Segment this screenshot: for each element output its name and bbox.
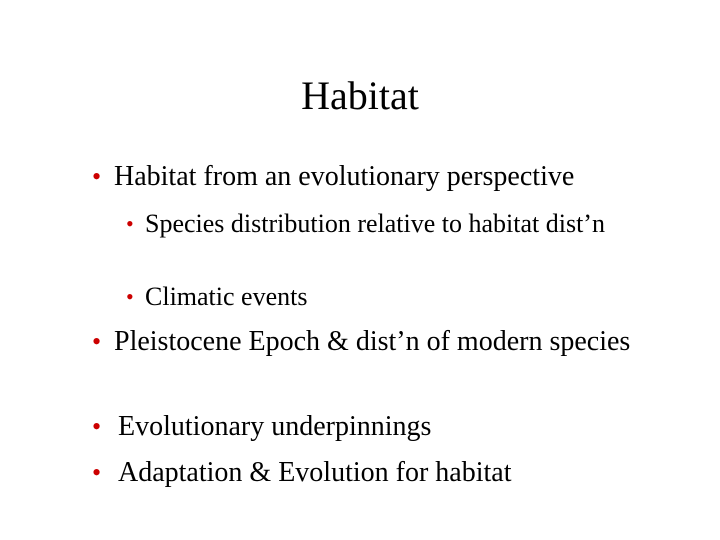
bullet-text: Species distribution relative to habitat dist’n xyxy=(145,209,605,238)
bullet-text: Adaptation & Evolution for habitat xyxy=(118,457,512,488)
bullet-level2 xyxy=(126,206,665,242)
bullet-marker: • xyxy=(92,458,102,487)
bullet-level2 xyxy=(126,282,665,312)
bullet-text: Pleistocene Epoch & dist’n of modern species xyxy=(114,326,631,357)
bullet-level1 xyxy=(92,324,674,360)
bullet-marker: • xyxy=(92,162,102,191)
bullet-level1 xyxy=(92,161,674,192)
bullet-text: Climatic events xyxy=(145,282,308,311)
bullet-marker: • xyxy=(92,327,102,356)
slide-title: Habitat xyxy=(301,73,419,118)
bullet-marker: • xyxy=(126,284,134,309)
bullet-marker: • xyxy=(92,412,102,441)
bullet-text: Evolutionary underpinnings xyxy=(118,411,432,442)
bullet-level1 xyxy=(92,411,678,442)
bullet-marker: • xyxy=(126,211,134,236)
bullet-level1 xyxy=(92,457,678,488)
bullet-text: Habitat from an evolutionary perspective xyxy=(114,161,575,192)
